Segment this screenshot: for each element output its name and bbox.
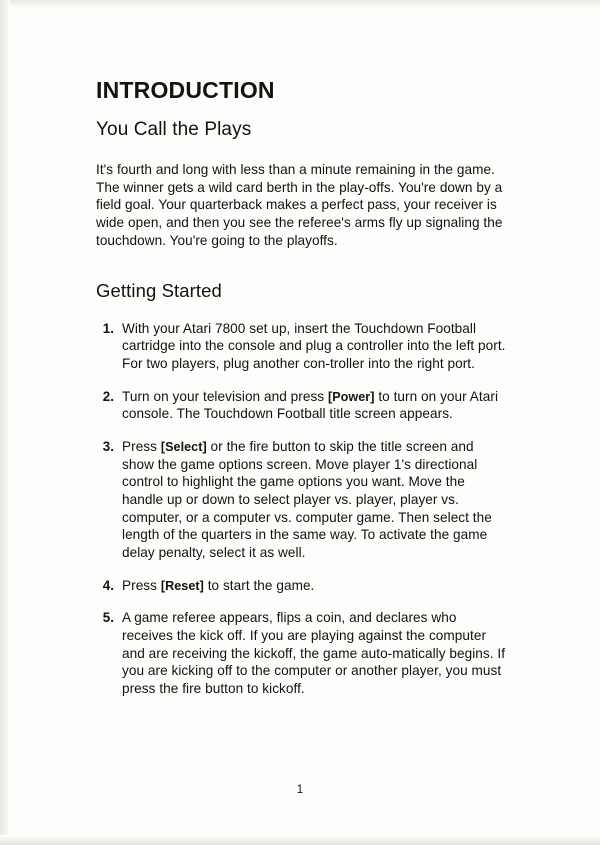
list-item <box>96 320 508 373</box>
step-text: A game referee appears, flips a coin, and declares who receives the kick off. If you are playing against the computer and are receiving the kickoff, the game auto-matically begins. If you are kicking off to the computer or another player, you must press the fire button to kickoff. <box>122 610 506 696</box>
step-key: [Reset] <box>160 578 204 593</box>
list-item <box>96 388 508 423</box>
intro-paragraph: It's fourth and long with less than a minute remaining in the game. The winner gets a wild card berth in the play-offs. You're down by a field goal. Your quarterback makes a perfect pass, your receiver is wide open, and then you see the referee's arms fly up signaling the touchdown. You're going to the playoffs. <box>96 162 503 248</box>
step-number: 5. <box>102 610 114 626</box>
step-key: [Power] <box>327 389 375 404</box>
list-item <box>96 577 508 595</box>
step-text: Press <box>122 577 161 593</box>
step-text: Press <box>122 438 161 454</box>
step-number: 4. <box>102 577 114 593</box>
scan-edge-top <box>0 0 600 8</box>
step-text-after: or the fire button to skip the title screen and show the game options screen. Move player 1's directional control to highlight the game options you want. Move the handle up or down to select player vs. player, player vs. computer, or a computer vs. computer game. Then select the length of the quarters in the same way. To activate the game delay penalty, select it as well. <box>122 438 492 560</box>
step-text-after: to start the game. <box>203 577 315 593</box>
step-text: Turn on your television and press <box>122 388 328 404</box>
section-heading-getting-started: Getting Started <box>96 279 222 301</box>
page-title: INTRODUCTION <box>96 77 275 103</box>
list-item <box>96 438 508 562</box>
step-key: [Select] <box>160 439 207 454</box>
page-content <box>96 78 508 713</box>
page-subtitle: You Call the Plays <box>96 119 252 141</box>
step-text-after: to turn on your Atari console. The Touchdown Football title screen appears. <box>122 388 499 422</box>
step-number: 3. <box>102 438 114 454</box>
step-text: With your Atari 7800 set up, insert the Touchdown Football cartridge into the console and plug a controller into the left port. For two players, plug another con-troller into the right port. <box>122 320 506 371</box>
step-number: 2. <box>102 388 114 404</box>
scan-edge-left <box>0 0 10 845</box>
scan-edge-bottom <box>0 835 600 845</box>
step-number: 1. <box>102 320 114 336</box>
steps-list <box>96 320 508 698</box>
list-item <box>96 609 508 697</box>
page-number: 1 <box>296 784 304 796</box>
